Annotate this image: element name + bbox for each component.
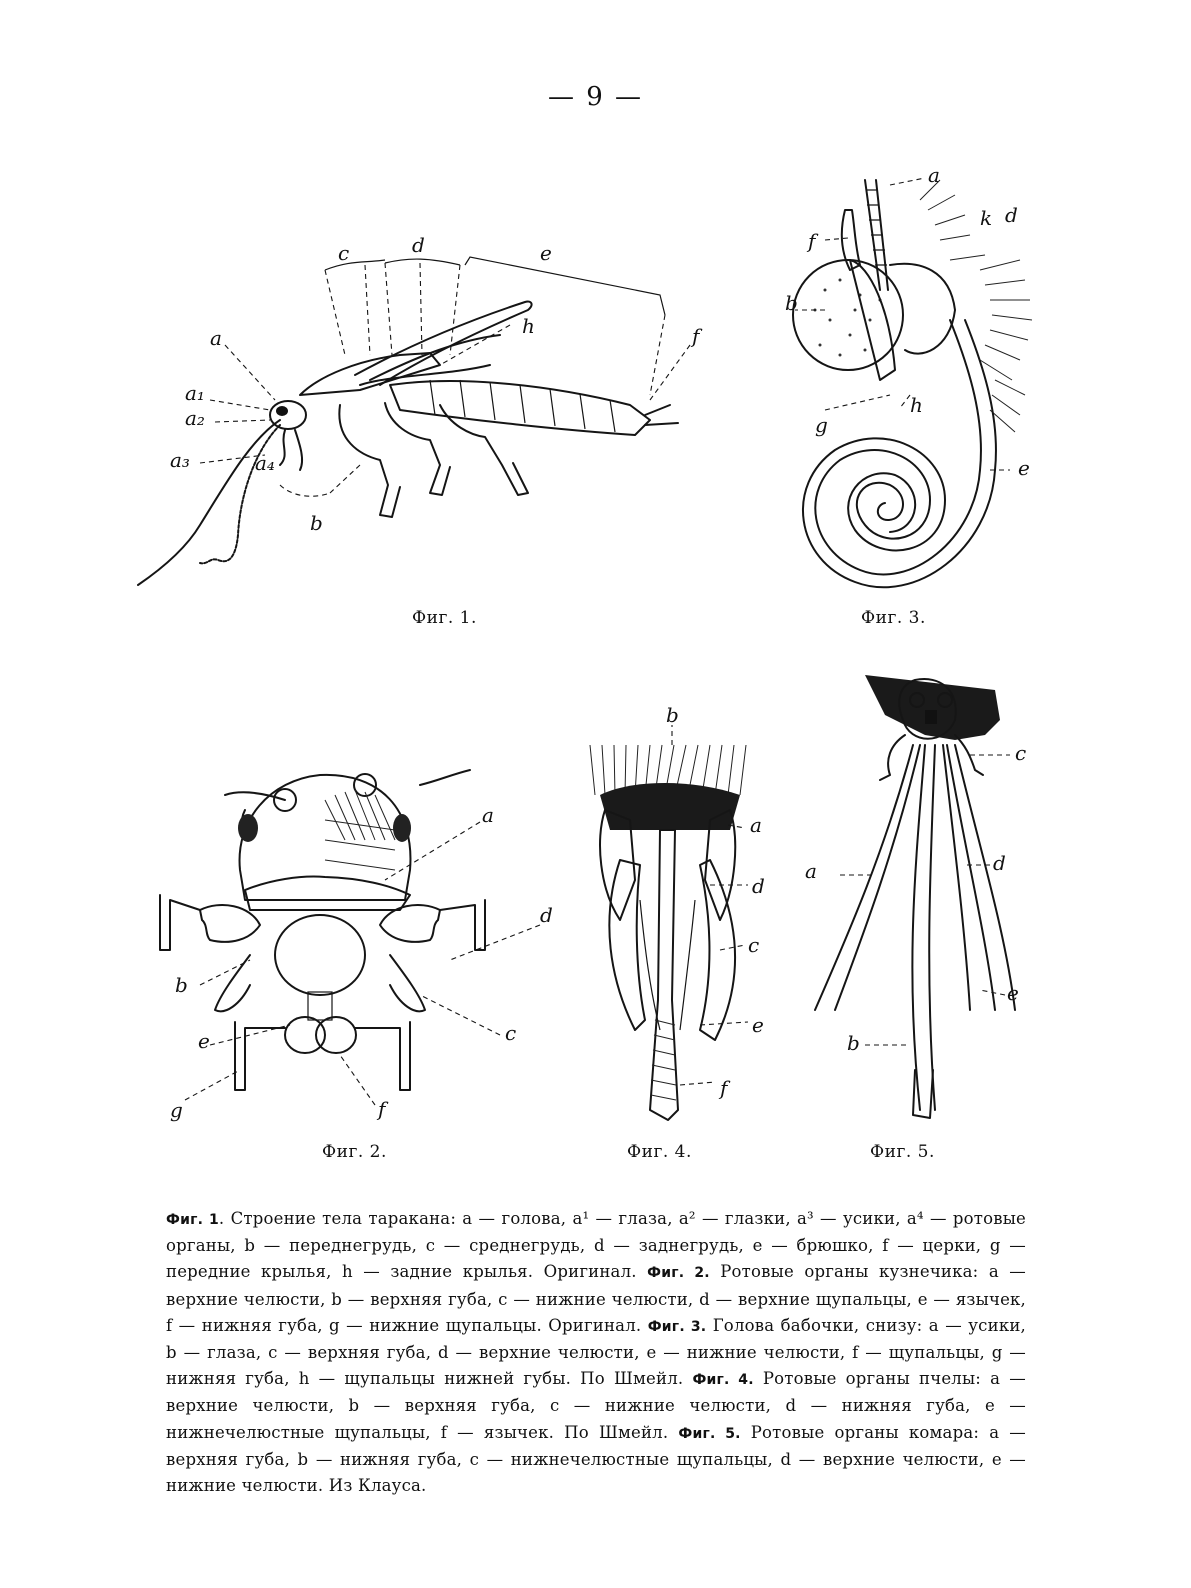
svg-text:f: f [692, 324, 700, 348]
svg-text:f: f [808, 229, 816, 253]
caption-text-fig1: . Строение тела таракана: а — голова, а¹ — глаза, а² — глазки, а³ — усики, а⁴ — ротовые органы, b — переднегрудь, с — среднегрудь, d — заднегрудь, е — брюшко, f — церки, g — передние крылья, h — задние крылья. Оригинал. [166, 1209, 1026, 1282]
svg-text:e: e [540, 241, 552, 265]
figure-4-illustration [580, 700, 790, 1130]
svg-text:c: c [338, 241, 350, 265]
svg-text:k: k [980, 206, 993, 230]
svg-text:d: d [993, 851, 1006, 875]
caption-lead-fig5: Фиг. 5. [678, 1425, 741, 1442]
svg-text:a: a [750, 813, 762, 837]
svg-text:a₁: a₁ [185, 381, 205, 405]
caption-lead-fig1: Фиг. 1 [166, 1212, 219, 1228]
caption-lead-fig3: Фиг. 3. [647, 1318, 707, 1335]
svg-text:b: b [310, 511, 323, 535]
figure-1-label: Фиг. 1. [412, 608, 477, 628]
svg-text:f: f [720, 1076, 728, 1100]
caption-text-fig4: Ротовые органы пчелы: а — верхние челюсти, b — верхняя губа, с — нижние челюсти, d — нижняя губа, е — нижнечелюстные щупальцы, f — язычек. По Шмейл. [166, 1369, 1026, 1442]
bee-mouthparts-drawing [580, 700, 790, 1130]
page-number: — 9 — [547, 82, 644, 112]
svg-text:b: b [847, 1031, 860, 1055]
svg-text:a₃: a₃ [170, 448, 190, 472]
svg-text:e: e [1007, 981, 1019, 1005]
svg-text:c: c [748, 933, 760, 957]
svg-text:a: a [482, 803, 494, 827]
svg-text:a: a [928, 170, 940, 187]
svg-text:d: d [752, 874, 765, 898]
caption-lead-fig4: Фиг. 4. [692, 1372, 754, 1389]
svg-text:h: h [522, 314, 535, 338]
figure-3-label: Фиг. 3. [861, 608, 926, 628]
figure-5-illustration [795, 650, 1045, 1130]
figure-caption [166, 1206, 1026, 1499]
cockroach-drawing [130, 225, 730, 595]
figure-4-label: Фиг. 4. [627, 1142, 692, 1162]
figure-2-label: Фиг. 2. [322, 1142, 387, 1162]
caption-text-fig3: Голова бабочки, снизу: а — усики, b — глаза, с — верхняя губа, d — верхние челюсти, е — нижние челюсти, f — щупальцы, g — нижняя губа, h — щупальцы нижней губы. По Шмейл. [166, 1315, 1026, 1389]
svg-text:d: d [412, 233, 425, 257]
svg-text:g: g [170, 1098, 183, 1122]
svg-text:e: e [198, 1029, 210, 1053]
grasshopper-head-drawing [140, 760, 590, 1130]
caption-lead-fig2: Фиг. 2. [647, 1265, 710, 1282]
butterfly-head-drawing [780, 170, 1055, 600]
mosquito-mouthparts-drawing [795, 650, 1045, 1130]
svg-text:a: a [805, 859, 817, 883]
figure-2-illustration [140, 760, 590, 1130]
svg-text:b: b [666, 703, 679, 727]
svg-text:d: d [1005, 203, 1018, 227]
figure-3-illustration [780, 170, 1055, 600]
svg-text:a₄: a₄ [255, 451, 275, 475]
svg-text:g: g [815, 413, 828, 437]
svg-text:d: d [540, 903, 553, 927]
figure-5-label: Фиг. 5. [870, 1142, 935, 1162]
svg-text:c: c [1015, 741, 1027, 765]
figure-1-illustration [130, 225, 730, 595]
svg-text:a: a [210, 326, 222, 350]
svg-text:a₂: a₂ [185, 406, 205, 430]
svg-text:f: f [378, 1097, 386, 1121]
svg-text:b: b [785, 291, 798, 315]
svg-text:e: e [1018, 456, 1030, 480]
svg-text:c: c [505, 1021, 517, 1045]
caption-text-fig5: Ротовые органы комара: а — верхняя губа, b — нижняя губа, с — нижнечелюстные щупальцы, d — верхние челюсти, е — нижние челюсти. Из Клауса. [166, 1422, 1026, 1496]
svg-text:e: e [752, 1013, 764, 1037]
caption-text-fig2: Ротовые органы кузнечика: а — верхние челюсти, b — верхняя губа, с — нижние челюсти, d — верхние щупальцы, е — язычек, f — нижняя губа, g — нижние щупальцы. Оригинал. [166, 1262, 1027, 1335]
svg-text:b: b [175, 973, 188, 997]
svg-text:h: h [910, 393, 923, 417]
